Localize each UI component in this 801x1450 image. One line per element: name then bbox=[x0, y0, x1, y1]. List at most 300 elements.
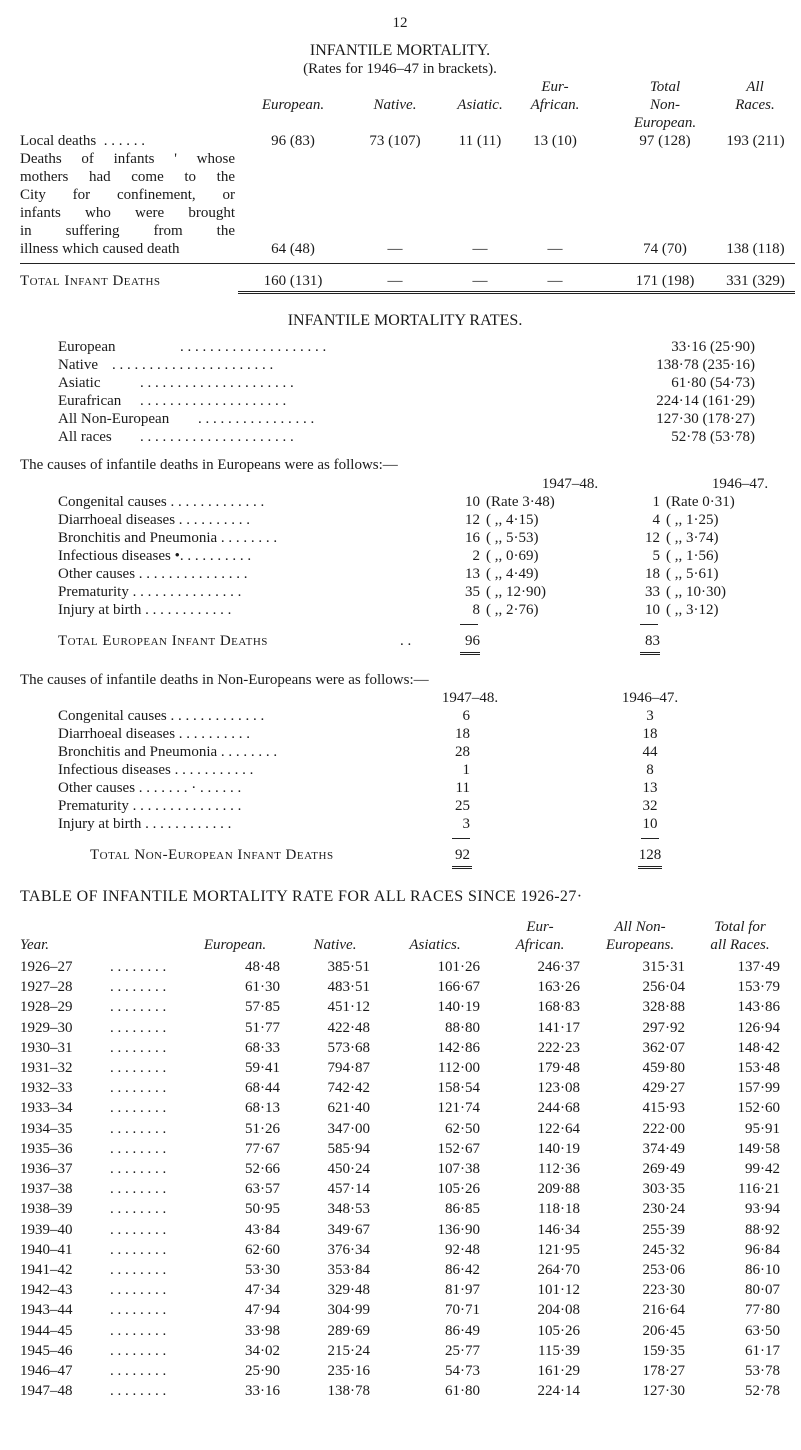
cell-asiatics: 86·85 bbox=[445, 1201, 480, 1218]
cell: 331 (329) bbox=[726, 273, 785, 289]
cell-european: 68·13 bbox=[245, 1100, 280, 1117]
leader-dots: . . . . . . . . bbox=[110, 1302, 167, 1319]
count: 32 bbox=[642, 798, 658, 814]
col-header-asiatic: Asiatic. bbox=[457, 97, 503, 113]
cell: — bbox=[387, 273, 403, 289]
cell-all-non-european: 459·80 bbox=[642, 1060, 685, 1076]
cell-eurafrican: 118·18 bbox=[538, 1201, 580, 1218]
deaths-infants-label-6: illness which caused death bbox=[20, 241, 180, 257]
cell-european: 57·85 bbox=[245, 999, 280, 1016]
rate-table-row bbox=[0, 1200, 801, 1219]
cell-year: 1931–32 bbox=[20, 1060, 73, 1076]
rate-value: 33·16 (25·90) bbox=[671, 339, 755, 355]
cell-native: 329·48 bbox=[327, 1282, 370, 1299]
cell-native: 304·99 bbox=[327, 1302, 370, 1319]
leader-dots: . . . . . . . . bbox=[110, 1241, 167, 1258]
cell-native: 451·12 bbox=[327, 999, 370, 1016]
cell: — bbox=[472, 273, 488, 289]
rate-row bbox=[0, 374, 801, 393]
rate-dots: . . . . . . . . . . . . . . . . . . . . bbox=[180, 339, 327, 355]
cell-year: 1947–48 bbox=[20, 1383, 73, 1400]
cell-all-non-european: 297·92 bbox=[642, 1019, 685, 1036]
count: 16 bbox=[465, 530, 480, 546]
count: 44 bbox=[642, 744, 658, 760]
rate-table-title: TABLE OF INFANTILE MORTALITY RATE FOR ALL RACES SINCE 1926-27· bbox=[20, 888, 583, 905]
cell-all-races: 153·48 bbox=[737, 1060, 780, 1076]
cell-european: 68·44 bbox=[245, 1080, 280, 1097]
leader-dots: . . . . . . . . bbox=[110, 1342, 167, 1359]
cell-all-races: 63·50 bbox=[745, 1322, 780, 1339]
leader-dots: . . . . . . . . bbox=[110, 1161, 167, 1177]
count: 8 bbox=[472, 602, 480, 618]
cell-year: 1943–44 bbox=[20, 1302, 73, 1319]
cause-label: Congenital causes . . . . . . . . . . . . . bbox=[58, 708, 265, 724]
cell-native: 385·51 bbox=[327, 959, 370, 975]
cell-native: 235·16 bbox=[327, 1363, 370, 1379]
cell-asiatics: 136·90 bbox=[437, 1221, 480, 1238]
cell-asiatics: 107·38 bbox=[437, 1161, 480, 1177]
count: 4 bbox=[652, 512, 660, 528]
rate-table-row bbox=[0, 1322, 801, 1341]
cell-all-races: 152·60 bbox=[737, 1100, 780, 1117]
rate-value: 224·14 (161·29) bbox=[656, 393, 755, 409]
header-eur-top: Eur- bbox=[526, 919, 554, 935]
total-non-european-label: Total Non-European Infant Deaths bbox=[90, 847, 334, 863]
count: 1 bbox=[652, 494, 660, 510]
rate-table-row bbox=[0, 978, 801, 997]
cell-european: 50·95 bbox=[245, 1201, 280, 1218]
rate: ( ,, 1·25) bbox=[666, 512, 719, 528]
rate-table-row bbox=[0, 1342, 801, 1361]
cell-year: 1946–47 bbox=[20, 1363, 73, 1379]
cell-eurafrican: 204·08 bbox=[537, 1302, 580, 1319]
cell-year: 1928–29 bbox=[20, 999, 73, 1016]
cell-native: 376·34 bbox=[327, 1241, 370, 1258]
rate-table-row bbox=[0, 998, 801, 1017]
cell-native: 348·53 bbox=[327, 1201, 370, 1218]
year-header-a: 1947–48. bbox=[441, 690, 499, 706]
cell-all-races: 99·42 bbox=[745, 1161, 780, 1177]
cell: 171 (198) bbox=[635, 273, 695, 289]
rate-table-row bbox=[0, 1281, 801, 1300]
rate: ( ,, 4·15) bbox=[486, 512, 539, 528]
cell-eurafrican: 179·48 bbox=[537, 1060, 580, 1076]
cause-row bbox=[0, 511, 801, 530]
count: 10 bbox=[642, 816, 658, 832]
double-rule bbox=[238, 291, 795, 294]
rate-table-row bbox=[0, 1059, 801, 1078]
cell-all-non-european: 374·49 bbox=[642, 1140, 685, 1157]
rate-dots: . . . . . . . . . . . . . . . . . . . . . bbox=[140, 375, 294, 391]
cause-row bbox=[0, 583, 801, 602]
cell-asiatics: 25·77 bbox=[445, 1342, 480, 1359]
rate: ( ,, 10·30) bbox=[666, 584, 726, 600]
cell-european: 47·34 bbox=[245, 1282, 280, 1299]
count: 18 bbox=[642, 726, 658, 742]
cell-all-races: 93·94 bbox=[745, 1201, 780, 1218]
cell: 13 (10) bbox=[533, 133, 577, 149]
count: 13 bbox=[642, 780, 658, 796]
cell: — bbox=[472, 241, 488, 257]
rate-table-row bbox=[0, 1301, 801, 1320]
cell-all-non-european: 303·35 bbox=[642, 1181, 685, 1198]
deaths-infants-label-3: City for confinement, or bbox=[20, 187, 235, 203]
cell-year: 1937–38 bbox=[20, 1181, 73, 1198]
leader-dots: . . . . . . . . bbox=[110, 1140, 167, 1157]
cause-label: Congenital causes . . . . . . . . . . . . . bbox=[58, 494, 265, 510]
leader-dots: . . . . . . . . bbox=[110, 1221, 167, 1238]
cell-asiatics: 101·26 bbox=[437, 959, 480, 975]
cell-european: 47·94 bbox=[245, 1302, 280, 1319]
rate-table-row bbox=[0, 1180, 801, 1199]
cell-all-races: 53·78 bbox=[745, 1363, 780, 1379]
cell-eurafrican: 101·12 bbox=[537, 1282, 580, 1299]
cell-native: 353·84 bbox=[327, 1262, 370, 1278]
cell-european: 51·77 bbox=[245, 1019, 280, 1036]
cause-label: Infectious diseases •. . . . . . . . . . bbox=[58, 548, 252, 564]
cell-all-races: 52·78 bbox=[745, 1383, 780, 1400]
count: 13 bbox=[465, 566, 480, 582]
header-european: European. bbox=[203, 937, 267, 953]
leader-dots: . . . . . . . . bbox=[110, 1080, 167, 1097]
leader-dots: . . . . . . . . bbox=[110, 1039, 167, 1056]
header-nonEu-bottom: Europeans. bbox=[605, 937, 675, 953]
cell-native: 138·78 bbox=[327, 1383, 370, 1400]
cell-native: 573·68 bbox=[327, 1039, 370, 1056]
cause-row bbox=[0, 725, 801, 744]
cell-native: 450·24 bbox=[327, 1161, 370, 1177]
cause-label: Injury at birth . . . . . . . . . . . . bbox=[58, 816, 232, 832]
cell-year: 1930–31 bbox=[20, 1039, 73, 1056]
cell-eurafrican: 246·37 bbox=[537, 959, 580, 975]
deaths-infants-label-2: mothers had come to the bbox=[20, 169, 235, 185]
header-native: Native. bbox=[313, 937, 357, 953]
year-header-b: 1946–47. bbox=[621, 690, 679, 706]
cause-row bbox=[0, 761, 801, 780]
cell-all-races: 96·84 bbox=[745, 1241, 780, 1258]
cell-eurafrican: 122·64 bbox=[537, 1120, 580, 1137]
cell-european: 68·33 bbox=[245, 1039, 280, 1056]
cell-all-non-european: 127·30 bbox=[642, 1383, 685, 1400]
cell-year: 1940–41 bbox=[20, 1241, 73, 1258]
rate-table-row bbox=[0, 1140, 801, 1159]
leader-dots: . . . . . . . . bbox=[110, 1383, 167, 1400]
cell-eurafrican: 105·26 bbox=[537, 1322, 580, 1339]
cell: 74 (70) bbox=[643, 241, 687, 257]
cause-row bbox=[0, 601, 801, 620]
cause-label: Other causes . . . . . . . · . . . . . . bbox=[58, 780, 242, 796]
cell-all-races: 157·99 bbox=[737, 1080, 780, 1097]
cell: 73 (107) bbox=[369, 133, 421, 149]
total-non-european-b: 128 bbox=[638, 847, 662, 863]
divider bbox=[460, 624, 478, 625]
cause-row bbox=[0, 493, 801, 512]
rate: ( ,, 5·61) bbox=[666, 566, 719, 582]
leader-dots: . . . . . . . . bbox=[110, 1120, 167, 1137]
cell-eurafrican: 115·39 bbox=[538, 1342, 580, 1359]
header-eur-bottom: African. bbox=[515, 937, 565, 953]
rate-dots: . . . . . . . . . . . . . . . . . . . . bbox=[140, 393, 287, 409]
total-infant-deaths-label: Total Infant Deaths bbox=[20, 273, 161, 289]
total-dots: . . bbox=[400, 633, 412, 649]
cell-all-races: 95·91 bbox=[745, 1120, 780, 1137]
section-title-rates: INFANTILE MORTALITY RATES. bbox=[287, 312, 523, 329]
leader-dots: . . . . . . . . bbox=[110, 1100, 167, 1117]
double-rule bbox=[460, 652, 480, 655]
cell-all-races: 77·80 bbox=[745, 1302, 780, 1319]
count: 10 bbox=[645, 602, 660, 618]
cell-all-races: 61·17 bbox=[745, 1342, 780, 1359]
cause-row bbox=[0, 529, 801, 548]
rate-table-row bbox=[0, 1120, 801, 1139]
rate-table-row bbox=[0, 1221, 801, 1240]
divider bbox=[640, 624, 658, 625]
rate: ( ,, 1·56) bbox=[666, 548, 719, 564]
leader-dots: . . . . . . . . bbox=[110, 1019, 167, 1036]
rate-row bbox=[0, 338, 801, 357]
cell-year: 1926–27 bbox=[20, 959, 73, 975]
cell-asiatics: 105·26 bbox=[437, 1181, 480, 1198]
col-header-european-2: European. bbox=[633, 115, 697, 131]
cell-european: 34·02 bbox=[245, 1342, 280, 1359]
rate-value: 127·30 (178·27) bbox=[656, 411, 755, 427]
cell-all-non-european: 253·06 bbox=[642, 1262, 685, 1278]
cell-asiatics: 61·80 bbox=[445, 1383, 480, 1400]
cell-year: 1933–34 bbox=[20, 1100, 73, 1117]
cause-row bbox=[0, 779, 801, 798]
count: 18 bbox=[645, 566, 660, 582]
count: 2 bbox=[472, 548, 480, 564]
leader-dots: . . . . . . . . bbox=[110, 1322, 167, 1339]
cell-native: 621·40 bbox=[327, 1100, 370, 1117]
cause-label: Prematurity . . . . . . . . . . . . . . . bbox=[58, 584, 242, 600]
cell-european: 62·60 bbox=[245, 1241, 280, 1258]
col-header-european: European. bbox=[261, 97, 325, 113]
count: 11 bbox=[455, 780, 470, 796]
leader-dots: . . . . . . . . bbox=[110, 1201, 167, 1218]
cell-asiatics: 140·19 bbox=[437, 999, 480, 1016]
cell-all-non-european: 415·93 bbox=[642, 1100, 685, 1117]
cell-all-non-european: 216·64 bbox=[642, 1302, 685, 1319]
double-rule bbox=[452, 866, 472, 869]
rate-table-row bbox=[0, 1019, 801, 1038]
cause-label: Infectious diseases . . . . . . . . . . . bbox=[58, 762, 254, 778]
rate: ( ,, 0·69) bbox=[486, 548, 539, 564]
cell-european: 51·26 bbox=[245, 1120, 280, 1137]
total-non-european-a: 92 bbox=[455, 847, 470, 863]
total-european-a: 96 bbox=[465, 633, 480, 649]
col-header-eur: Eur- bbox=[541, 79, 569, 95]
rate-value: 52·78 (53·78) bbox=[671, 429, 755, 445]
cell-european: 53·30 bbox=[245, 1262, 280, 1278]
cause-label: Injury at birth . . . . . . . . . . . . bbox=[58, 602, 232, 618]
cell-all-races: 88·92 bbox=[745, 1221, 780, 1238]
cell-asiatics: 92·48 bbox=[445, 1241, 480, 1258]
cell-year: 1927–28 bbox=[20, 979, 73, 996]
count: 10 bbox=[465, 494, 480, 510]
cell-year: 1929–30 bbox=[20, 1019, 73, 1036]
cell-year: 1935–36 bbox=[20, 1140, 73, 1157]
count: 8 bbox=[646, 762, 654, 778]
leader-dots: . . . . . . . . bbox=[110, 979, 167, 996]
cell-all-non-european: 223·30 bbox=[642, 1282, 685, 1299]
cell-european: 59·41 bbox=[245, 1060, 280, 1076]
rate-label: Eurafrican bbox=[58, 393, 122, 409]
rate: ( ,, 2·76) bbox=[486, 602, 539, 618]
cell-all-races: 153·79 bbox=[737, 979, 780, 996]
cell-year: 1934–35 bbox=[20, 1120, 73, 1137]
rate-table-row bbox=[0, 1261, 801, 1280]
cell-year: 1932–33 bbox=[20, 1080, 73, 1097]
cell-all-non-european: 222·00 bbox=[642, 1120, 685, 1137]
cell-asiatics: 166·67 bbox=[437, 979, 480, 996]
rate-table-row bbox=[0, 1160, 801, 1179]
header-total-bottom: all Races. bbox=[710, 937, 770, 953]
rate: (Rate 3·48) bbox=[486, 494, 555, 510]
cell-asiatics: 70·71 bbox=[445, 1302, 480, 1319]
cell-eurafrican: 146·34 bbox=[537, 1221, 580, 1238]
cell-year: 1938–39 bbox=[20, 1201, 73, 1218]
cell-european: 77·67 bbox=[245, 1140, 280, 1157]
leader-dots: . . . . . . . . bbox=[110, 999, 167, 1016]
cause-label: Prematurity . . . . . . . . . . . . . . . bbox=[58, 798, 242, 814]
cause-row bbox=[0, 797, 801, 816]
cell-all-non-european: 362·07 bbox=[642, 1039, 685, 1056]
rate-row bbox=[0, 392, 801, 411]
leader-dots: . . . . . . . . bbox=[110, 1282, 167, 1299]
rate-table-row bbox=[0, 1079, 801, 1098]
leader-dots: . . . . . . . . bbox=[110, 1363, 167, 1379]
cell-eurafrican: 112·36 bbox=[538, 1161, 580, 1177]
cell-all-non-european: 159·35 bbox=[642, 1342, 685, 1359]
count: 35 bbox=[465, 584, 480, 600]
cell-eurafrican: 244·68 bbox=[537, 1100, 580, 1117]
cell-all-races: 126·94 bbox=[737, 1019, 780, 1036]
cause-label: Other causes . . . . . . . . . . . . . . . bbox=[58, 566, 248, 582]
year-header-b: 1946–47. bbox=[711, 476, 769, 492]
cell-all-races: 80·07 bbox=[745, 1282, 780, 1299]
cell-eurafrican: 141·17 bbox=[537, 1019, 580, 1036]
rate: ( ,, 3·12) bbox=[666, 602, 719, 618]
cell: 97 (128) bbox=[639, 133, 691, 149]
deaths-infants-label-5: in suffering from the bbox=[20, 223, 235, 239]
deaths-infants-label-4: infants who were brought bbox=[20, 205, 235, 221]
rate-table-row bbox=[0, 1382, 801, 1401]
cell-all-non-european: 256·04 bbox=[642, 979, 685, 996]
cell-asiatics: 86·49 bbox=[445, 1322, 480, 1339]
cell: 11 (11) bbox=[458, 133, 502, 149]
rate-row bbox=[0, 428, 801, 447]
header-asiatics: Asiatics. bbox=[409, 937, 461, 953]
col-header-african: African. bbox=[530, 97, 580, 113]
cause-label: Diarrhoeal diseases . . . . . . . . . . bbox=[58, 726, 251, 742]
cell-native: 422·48 bbox=[327, 1019, 370, 1036]
cell-all-races: 149·58 bbox=[737, 1140, 780, 1157]
cause-label: Diarrhoeal diseases . . . . . . . . . . bbox=[58, 512, 251, 528]
cell-eurafrican: 222·23 bbox=[537, 1039, 580, 1056]
col-header-native: Native. bbox=[373, 97, 417, 113]
cell: — bbox=[387, 241, 403, 257]
cell-european: 48·48 bbox=[245, 959, 280, 975]
cell-native: 289·69 bbox=[327, 1322, 370, 1339]
cell-year: 1939–40 bbox=[20, 1221, 73, 1238]
count: 25 bbox=[455, 798, 470, 814]
count: 18 bbox=[455, 726, 470, 742]
european-causes-intro: The causes of infantile deaths in Europeans were as follows:— bbox=[20, 457, 398, 473]
cell-all-non-european: 429·27 bbox=[642, 1080, 685, 1097]
section-title-infantile-mortality: INFANTILE MORTALITY. bbox=[309, 42, 491, 59]
total-european-label: Total European Infant Deaths bbox=[58, 633, 268, 649]
cell-european: 52·66 bbox=[245, 1161, 280, 1177]
rate-label: Asiatic bbox=[58, 375, 101, 391]
cell: 138 (118) bbox=[726, 241, 785, 257]
rate-table-row bbox=[0, 958, 801, 977]
cell-native: 349·67 bbox=[327, 1221, 370, 1238]
cell-all-non-european: 269·49 bbox=[642, 1161, 685, 1177]
cell-native: 457·14 bbox=[327, 1181, 370, 1198]
rate-label: All Non-European bbox=[58, 411, 170, 427]
divider bbox=[641, 838, 659, 839]
count: 33 bbox=[645, 584, 660, 600]
cell-eurafrican: 163·26 bbox=[537, 979, 580, 996]
rate: (Rate 0·31) bbox=[666, 494, 735, 510]
count: 1 bbox=[462, 762, 470, 778]
col-header-all: All bbox=[746, 79, 764, 95]
page-number: 12 bbox=[392, 15, 408, 31]
cell-european: 33·98 bbox=[245, 1322, 280, 1339]
header-nonEu-top: All Non- bbox=[614, 919, 666, 935]
year-header-a: 1947–48. bbox=[541, 476, 599, 492]
cause-row bbox=[0, 743, 801, 762]
rate-table-row bbox=[0, 1039, 801, 1058]
col-header-races: Races. bbox=[735, 97, 775, 113]
cell-all-non-european: 255·39 bbox=[642, 1221, 685, 1238]
cause-row bbox=[0, 547, 801, 566]
cell-european: 63·57 bbox=[245, 1181, 280, 1198]
cell-asiatics: 54·73 bbox=[445, 1363, 480, 1379]
divider bbox=[452, 838, 470, 839]
cell-eurafrican: 209·88 bbox=[537, 1181, 580, 1198]
rate-label: Native bbox=[58, 357, 98, 373]
non-european-causes-intro: The causes of infantile deaths in Non-Europeans were as follows:— bbox=[20, 672, 429, 688]
cell-asiatics: 121·74 bbox=[437, 1100, 480, 1117]
leader-dots: . . . . . . . . bbox=[110, 959, 167, 975]
cell-native: 585·94 bbox=[327, 1140, 370, 1157]
rate-row bbox=[0, 410, 801, 429]
rate-value: 61·80 (54·73) bbox=[671, 375, 755, 391]
cell-native: 215·24 bbox=[327, 1342, 370, 1359]
count: 28 bbox=[455, 744, 470, 760]
deaths-infants-label-1: Deaths of infants ' whose bbox=[20, 151, 235, 167]
cell: 160 (131) bbox=[263, 273, 323, 289]
header-year: Year. bbox=[20, 937, 50, 953]
cell-eurafrican: 123·08 bbox=[537, 1080, 580, 1097]
cell-european: 33·16 bbox=[245, 1383, 280, 1400]
cell-all-non-european: 245·32 bbox=[642, 1241, 685, 1258]
cell-asiatics: 142·86 bbox=[437, 1039, 480, 1056]
cell-all-races: 148·42 bbox=[737, 1039, 780, 1056]
rate-dots: . . . . . . . . . . . . . . . . . . . . . bbox=[140, 429, 294, 445]
cell-asiatics: 86·42 bbox=[445, 1262, 480, 1278]
cell-european: 61·30 bbox=[245, 979, 280, 996]
cause-row bbox=[0, 565, 801, 584]
cell-year: 1941–42 bbox=[20, 1262, 73, 1278]
cell-year: 1944–45 bbox=[20, 1322, 73, 1339]
cell: — bbox=[547, 241, 563, 257]
double-rule bbox=[638, 866, 662, 869]
cell-eurafrican: 161·29 bbox=[537, 1363, 580, 1379]
count: 6 bbox=[462, 708, 470, 724]
